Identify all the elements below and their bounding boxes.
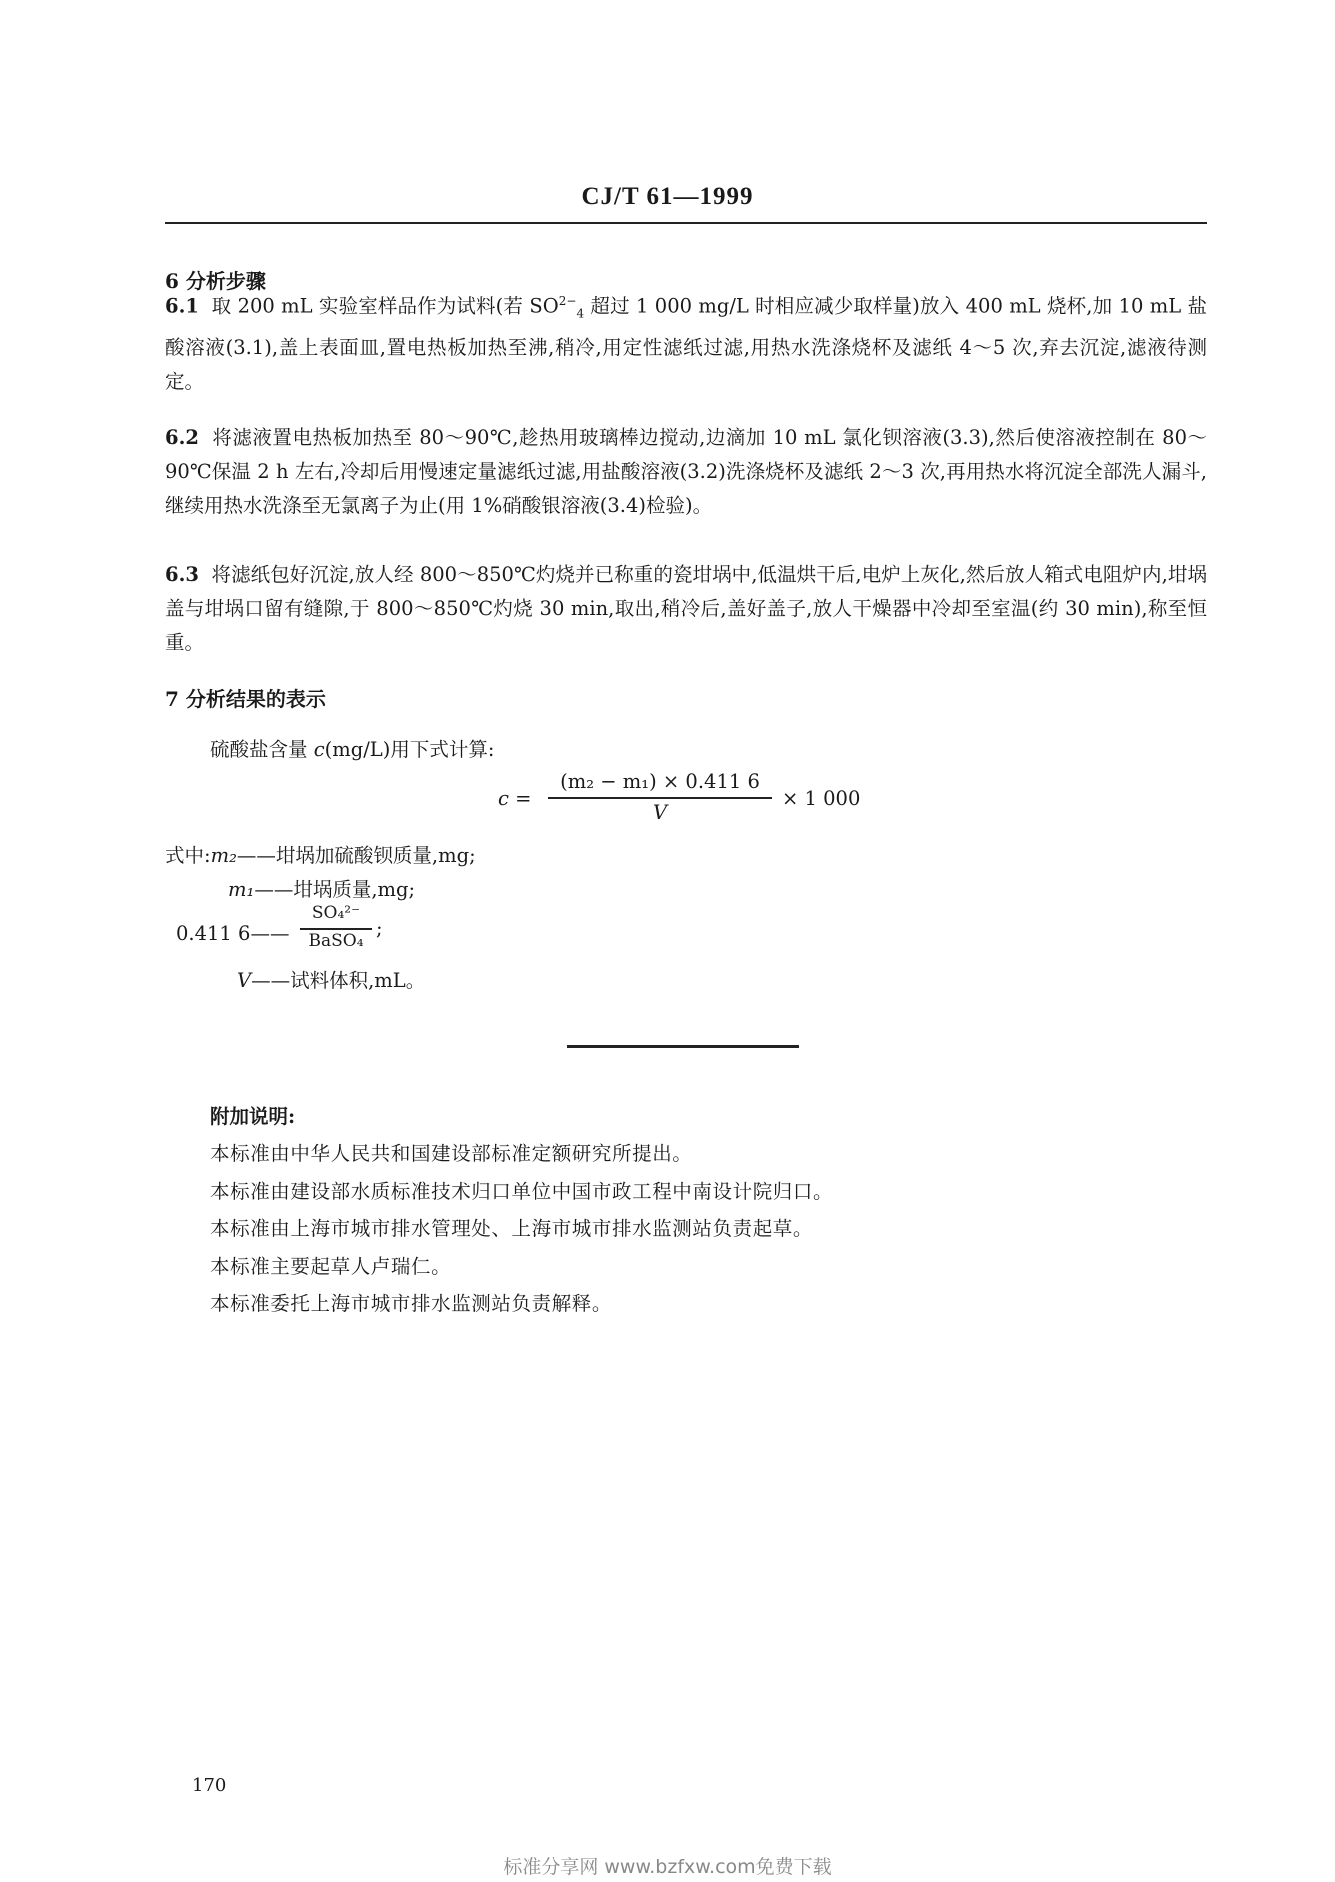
formula-numerator: (m₂ − m₁) × 0.411 6 bbox=[560, 770, 760, 793]
intro-text-tail: (mg/L)用下式计算: bbox=[324, 738, 495, 761]
legend-symbol: 0.411 6 bbox=[176, 922, 251, 945]
legend-symbol: m₁ bbox=[228, 878, 255, 901]
notes-line: 本标准委托上海市城市排水监测站负责解释。 bbox=[210, 1292, 613, 1315]
watermark: 标准分享网 www.bzfxw.com免费下载 bbox=[503, 1856, 832, 1878]
paragraph-text: 将滤液置电热板加热至 80～90℃,趁热用玻璃棒边搅动,边滴加 10 mL 氯化钡溶液(3.3),然后使溶液控制在 80～90℃保温 2 h 左右,冷却后用慢速定量滤纸过滤,用盐酸溶液(3.2)洗涤烧杯及滤纸 2～3 次,再用热水将沉淀全部洗人漏斗,继续用热水洗涤至无氯离子为止(用 1%硝酸银溶液(3.4)检验)。 bbox=[165, 426, 1207, 518]
legend-fraction-denominator: BaSO₄ bbox=[308, 931, 364, 951]
paragraph-6-3 bbox=[165, 558, 1207, 661]
legend-constant-tail: ; bbox=[376, 917, 383, 940]
formula-intro bbox=[210, 734, 494, 762]
legend-description: ——坩埚质量,mg; bbox=[254, 878, 416, 901]
notes-line: 本标准由建设部水质标准技术归口单位中国市政工程中南设计院归口。 bbox=[210, 1180, 834, 1203]
formula-lhs: c = bbox=[498, 787, 532, 810]
legend-fraction-numerator: SO₄²⁻ bbox=[311, 903, 361, 923]
header-rule bbox=[165, 222, 1207, 224]
intro-text: 硫酸盐含量 bbox=[210, 738, 314, 761]
legend-symbol: m₂ bbox=[210, 844, 237, 867]
paragraph-6-2 bbox=[165, 421, 1207, 524]
formula-multiplier: × 1 000 bbox=[782, 787, 861, 810]
legend-symbol: V bbox=[237, 969, 252, 992]
ion-charge: 2− bbox=[558, 294, 577, 308]
document-code-header: CJ/T 61—1999 bbox=[581, 183, 754, 210]
page-number: 170 bbox=[192, 1775, 227, 1796]
legend-m1 bbox=[228, 874, 415, 902]
legend-m2 bbox=[165, 840, 476, 868]
notes-line: 本标准由上海市城市排水管理处、上海市城市排水监测站负责起草。 bbox=[210, 1217, 814, 1240]
intro-variable: c bbox=[313, 738, 325, 761]
section-7-title: 7 分析结果的表示 bbox=[165, 687, 326, 711]
formula-fraction-bar bbox=[548, 797, 772, 799]
legend-dash: —— bbox=[250, 922, 290, 945]
paragraph-text: 将滤纸包好沉淀,放人经 800～850℃灼烧并已称重的瓷坩埚中,低温烘干后,电炉上灰化,然后放人箱式电阻炉内,坩埚盖与坩埚口留有缝隙,于 800～850℃灼烧 30 min,取出,稍冷后,盖好盖子,放人干燥器中冷却至室温(约 30 min),称至恒重。 bbox=[165, 563, 1207, 655]
paragraph-number: 6.1 bbox=[165, 294, 199, 318]
legend-description: ——试料体积,mL。 bbox=[251, 969, 426, 992]
notes-line: 本标准由中华人民共和国建设部标准定额研究所提出。 bbox=[210, 1142, 693, 1165]
paragraph-text: 超过 1 000 mg/L 时相应减少取样量)放入 400 mL 烧杯,加 10 mL 盐酸溶液(3.1),盖上表面皿,置电热板加热至沸,稍冷,用定性滤纸过滤,用热水洗涤烧杯及滤纸 4～5 次,弃去沉淀,滤液待测定。 bbox=[165, 294, 1207, 393]
legend-description: ——坩埚加硫酸钡质量,mg; bbox=[236, 844, 476, 867]
section-6-title: 6 分析步骤 bbox=[165, 269, 266, 293]
notes-line: 本标准主要起草人卢瑞仁。 bbox=[210, 1255, 452, 1278]
notes-title: 附加说明: bbox=[210, 1105, 296, 1128]
formula-denominator: V bbox=[652, 801, 668, 824]
paragraph-number: 6.3 bbox=[165, 563, 199, 586]
paragraph-number: 6.2 bbox=[165, 426, 199, 449]
section-end-rule bbox=[567, 1045, 799, 1048]
legend-v bbox=[237, 965, 425, 993]
legend-fraction-bar bbox=[300, 928, 372, 930]
paragraph-text: 取 200 mL 实验室样品作为试料(若 SO bbox=[211, 294, 559, 318]
legend-lead: 式中: bbox=[165, 844, 211, 867]
ion-subscript: 4 bbox=[576, 306, 585, 321]
paragraph-6-1 bbox=[165, 284, 1207, 399]
legend-constant bbox=[176, 922, 289, 945]
